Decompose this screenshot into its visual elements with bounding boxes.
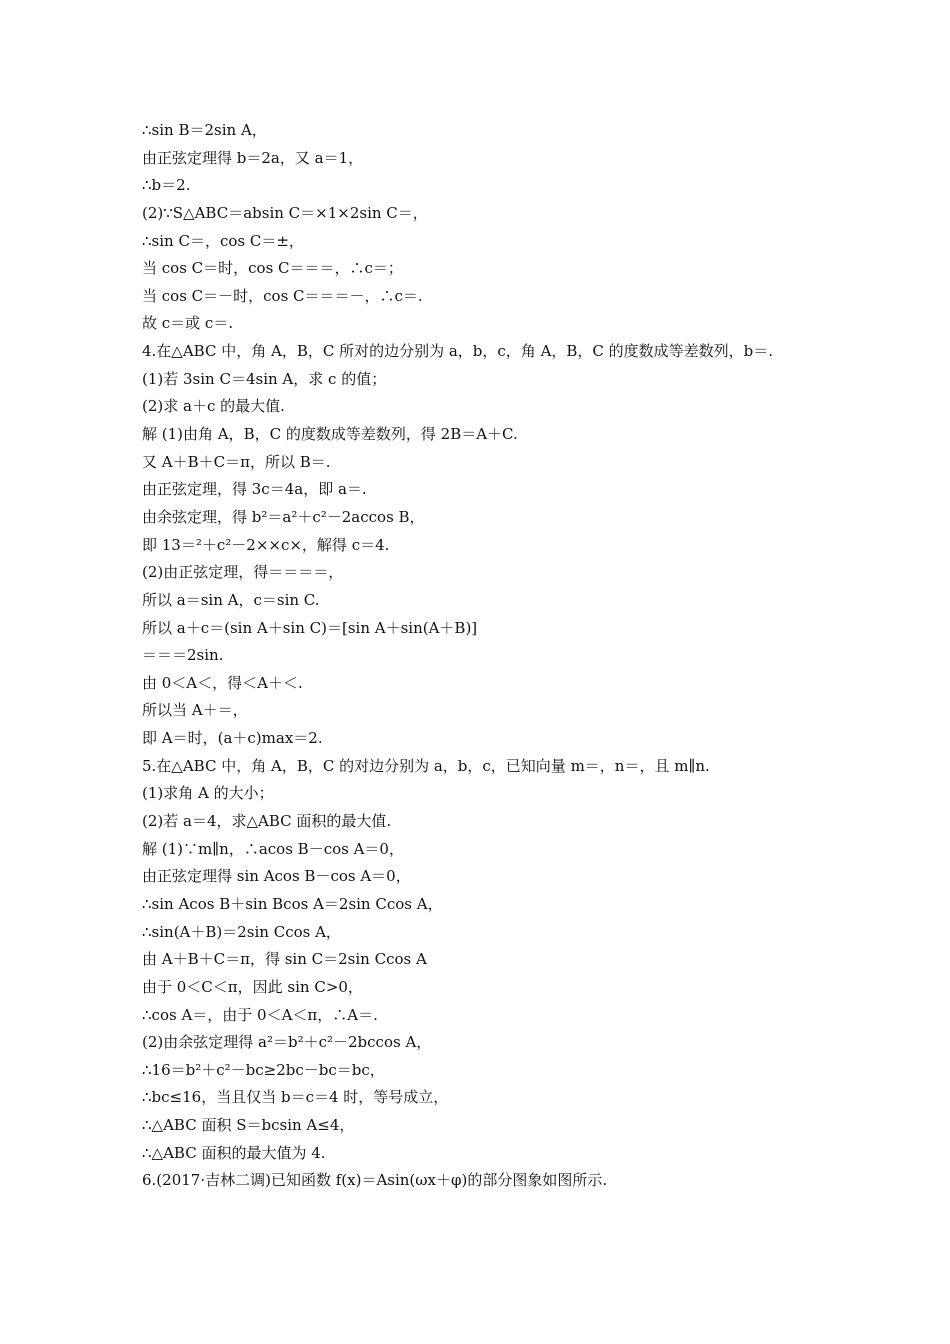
text-line: 所以 a＝sin A，c＝sin C. bbox=[142, 590, 320, 609]
problem-4-statement: 4.在△ABC 中，角 A，B，C 所对的边分别为 a，b，c，角 A，B，C 的度数成等差数列，b＝. bbox=[142, 342, 774, 361]
text-line: (2)由余弦定理得 a²＝b²＋c²－2bccos A， bbox=[142, 1033, 432, 1052]
text-line: 由正弦定理得 b＝2a，又 a＝1， bbox=[142, 148, 364, 167]
problem-6-statement: 6.(2017·吉林二调)已知函数 f(x)＝Asin(ωx＋φ)的部分图象如图所示. bbox=[142, 1171, 608, 1190]
text-line: ∴sin Acos B＋sin Bcos A＝2sin Ccos A， bbox=[142, 894, 443, 913]
solution-heading: 解 (1)由角 A，B，C 的度数成等差数列，得 2B＝A＋C. bbox=[142, 425, 518, 444]
problem-5-statement: 5.在△ABC 中，角 A，B，C 的对边分别为 a，b，c，已知向量 m＝，n＝，且 m∥n. bbox=[142, 756, 710, 775]
text-line: ∴△ABC 面积 S＝bcsin A≤4， bbox=[142, 1116, 355, 1135]
text-line: 所以 a＋c＝(sin A＋sin C)＝[sin A＋sin(A＋B)] bbox=[142, 618, 478, 637]
text-line: 当 cos C＝－时，cos C＝＝＝－，∴c＝. bbox=[142, 286, 423, 305]
text-line: (2)求 a＋c 的最大值. bbox=[142, 397, 285, 416]
text-line: ∴sin C＝，cos C＝±， bbox=[142, 231, 304, 250]
text-line: 即 13＝²＋c²－2××c×，解得 c＝4. bbox=[142, 535, 390, 554]
text-line: ∴cos A＝，由于 0＜A＜π，∴A＝. bbox=[142, 1005, 378, 1024]
text-line: ∴△ABC 面积的最大值为 4. bbox=[142, 1143, 326, 1162]
text-line: 由余弦定理，得 b²＝a²＋c²－2accos B， bbox=[142, 507, 425, 526]
text-line: 所以当 A＋＝， bbox=[142, 701, 248, 720]
text-line: 又 A＋B＋C＝π，所以 B＝. bbox=[142, 452, 331, 471]
text-line: ∴b＝2. bbox=[142, 176, 191, 195]
text-line: (2)若 a＝4，求△ABC 面积的最大值. bbox=[142, 812, 392, 831]
text-line: 即 A＝时，(a＋c)max＝2. bbox=[142, 729, 323, 748]
text-line: ∴16＝b²＋c²－bc≥2bc－bc＝bc， bbox=[142, 1060, 385, 1079]
text-line: ∴sin(A＋B)＝2sin Ccos A， bbox=[142, 922, 341, 941]
text-line: 由于 0＜C＜π，因此 sin C>0， bbox=[142, 977, 363, 996]
text-line: 故 c＝或 c＝. bbox=[142, 314, 234, 333]
text-line: (2)∵S△ABC＝absin C＝×1×2sin C＝， bbox=[142, 203, 428, 222]
text-line: ＝＝＝2sin. bbox=[142, 646, 224, 665]
text-line: 由 0＜A＜，得＜A＋＜. bbox=[142, 673, 303, 692]
text-line: (2)由正弦定理，得＝＝＝＝， bbox=[142, 563, 344, 582]
text-line: (1)求角 A 的大小； bbox=[142, 784, 274, 803]
text-line: ∴sin B＝2sin A， bbox=[142, 121, 267, 139]
text-line: 当 cos C＝时，cos C＝＝＝，∴c＝； bbox=[142, 259, 403, 278]
text-line: 由正弦定理，得 3c＝4a，即 a＝. bbox=[142, 480, 367, 499]
text-line: 由正弦定理得 sin Acos B－cos A＝0， bbox=[142, 867, 411, 886]
text-line: 由 A＋B＋C＝π，得 sin C＝2sin Ccos A bbox=[142, 950, 427, 969]
document-body bbox=[142, 117, 822, 1195]
text-line: (1)若 3sin C＝4sin A，求 c 的值； bbox=[142, 369, 387, 388]
text-line: ∴bc≤16，当且仅当 b＝c＝4 时，等号成立， bbox=[142, 1088, 449, 1107]
solution-heading: 解 (1)∵m∥n，∴acos B－cos A＝0， bbox=[142, 839, 404, 858]
